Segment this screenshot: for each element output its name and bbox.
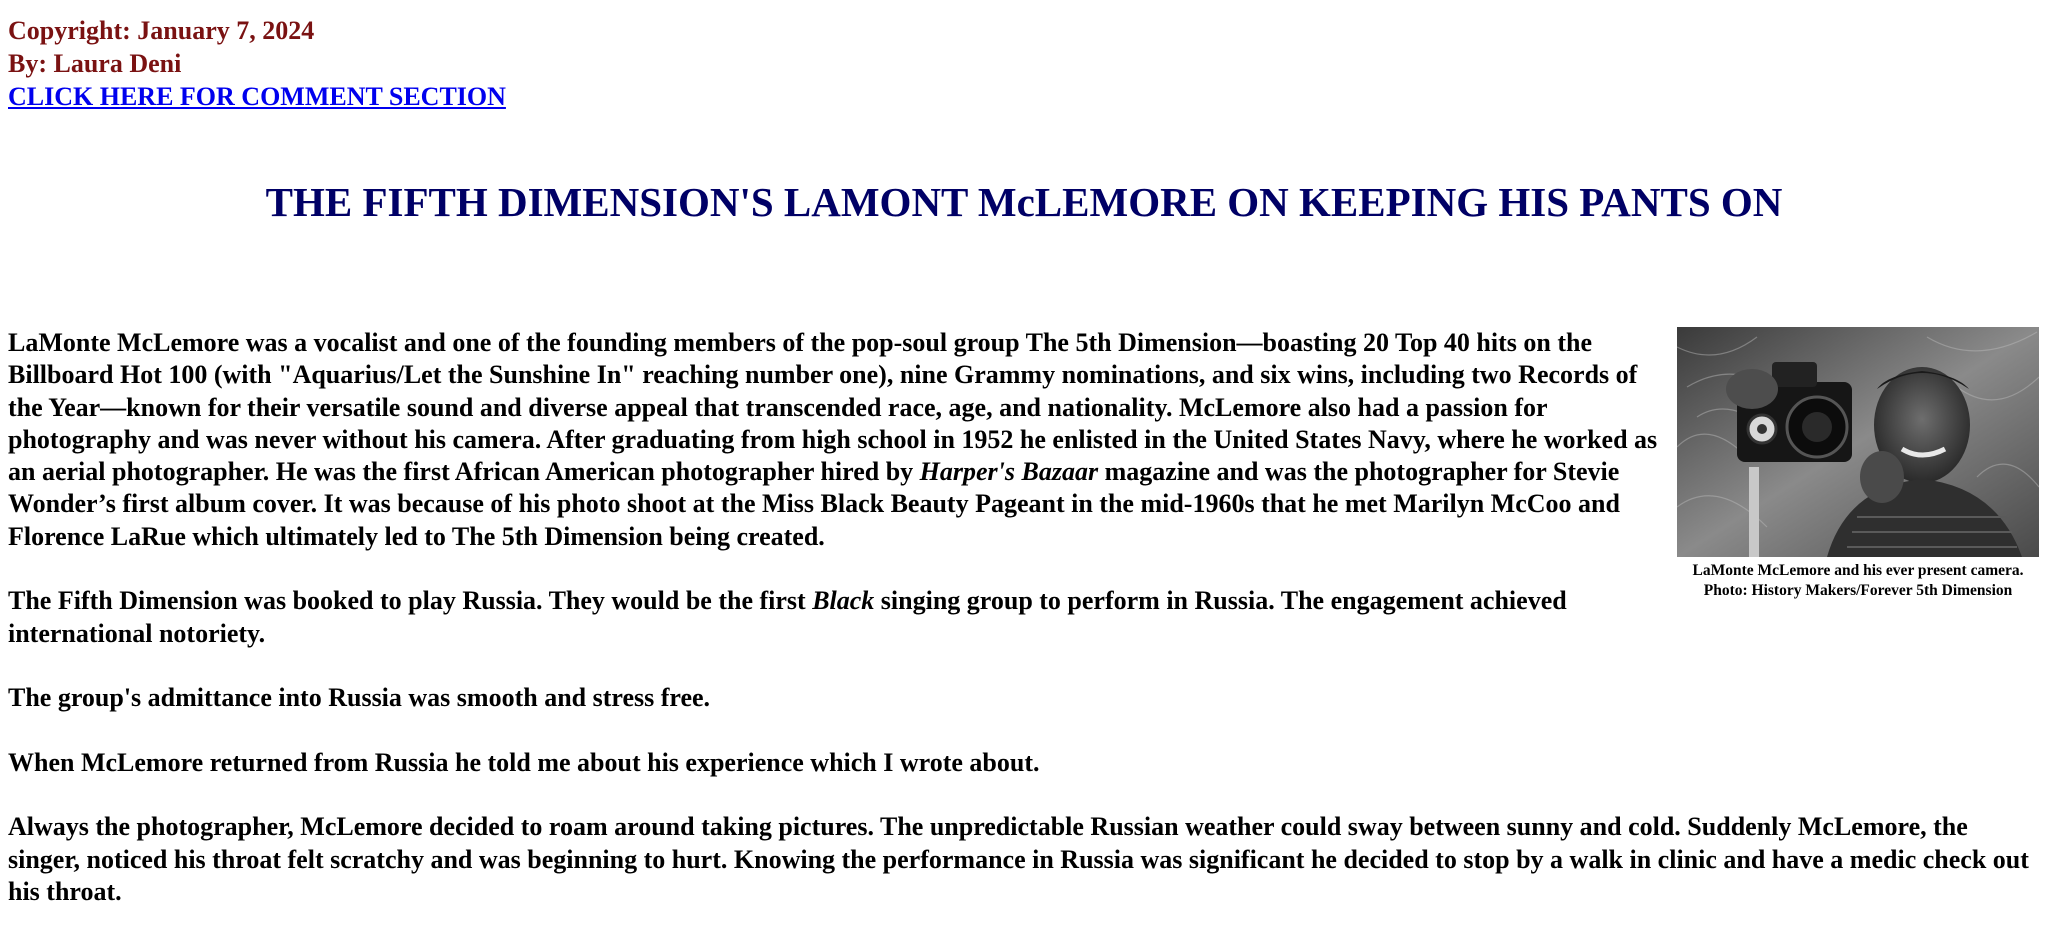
paragraph-admittance: The group's admittance into Russia was smooth and stress free.: [8, 683, 711, 713]
paragraph-russia-text-b: singing group to perform in Russia. The engagement achieved international notoriety.: [8, 586, 1567, 648]
paragraph-intro-text-a: LaMonte McLemore was a vocalist and one of the founding members of the pop-soul group The 5th Dimension—boasting 20 Top 40 hits on the Billboard Hot 100 (with "Aquarius/Let the Sunshine In" reaching number one), nine Grammy nominations, and six wins, including two Records of the Year—known for their versatile sound and diverse appeal that transcended race, age, and nationality. McLemore also had a passion for photography and was never without his camera. After graduating from high school in 1952 he enlisted in the United States Navy, where he worked as an aerial photographer. He was the first African American photographer hired by: [8, 328, 1658, 487]
photo-caption: [1674, 561, 2042, 601]
paragraph-intro-text-b: magazine and was the photographer for Stevie Wonder’s first album cover. It was because of his photo shoot at the Miss Black Beauty Pageant in the mid-1960s that he met Marilyn McCoo and Florence LaRue which ultimately led to The 5th Dimension being created.: [8, 457, 1620, 551]
photo-lamonte-mclemore: [1677, 327, 2039, 557]
photo-caption-credit: Photo: History Makers/Forever 5th Dimension: [1703, 582, 2013, 599]
copyright-date: Copyright: January 7, 2024: [8, 16, 315, 45]
emphasis-black: Black: [812, 586, 875, 616]
comment-section-link[interactable]: CLICK HERE FOR COMMENT SECTION: [8, 82, 506, 111]
article-title: THE FIFTH DIMENSION'S LAMONT McLEMORE ON KEEPING HIS PANTS ON: [265, 179, 1783, 225]
article-body: [8, 327, 2042, 941]
paragraph-photographer: Always the photographer, McLemore decided to roam around taking pictures. The unpredictable Russian weather could sway between sunny and cold. Suddenly McLemore, the singer, noticed his throat felt scratchy and was beginning to hurt. Knowing the performance in Russia was significant he decided to stop by a walk in clinic and have a medic check out his throat.: [8, 812, 2029, 907]
author-byline: By: Laura Deni: [8, 49, 182, 78]
magazine-name: Harper's Bazaar: [919, 457, 1099, 487]
paragraph-return: When McLemore returned from Russia he told me about his experience which I wrote about.: [8, 747, 1040, 777]
article-meta: [8, 14, 506, 113]
photo-caption-line-1: LaMonte McLemore and his ever present camera.: [1692, 562, 2024, 579]
photo-figure: [1674, 327, 2042, 601]
paragraph-russia-text-a: The Fifth Dimension was booked to play Russia. They would be the first: [8, 586, 813, 616]
